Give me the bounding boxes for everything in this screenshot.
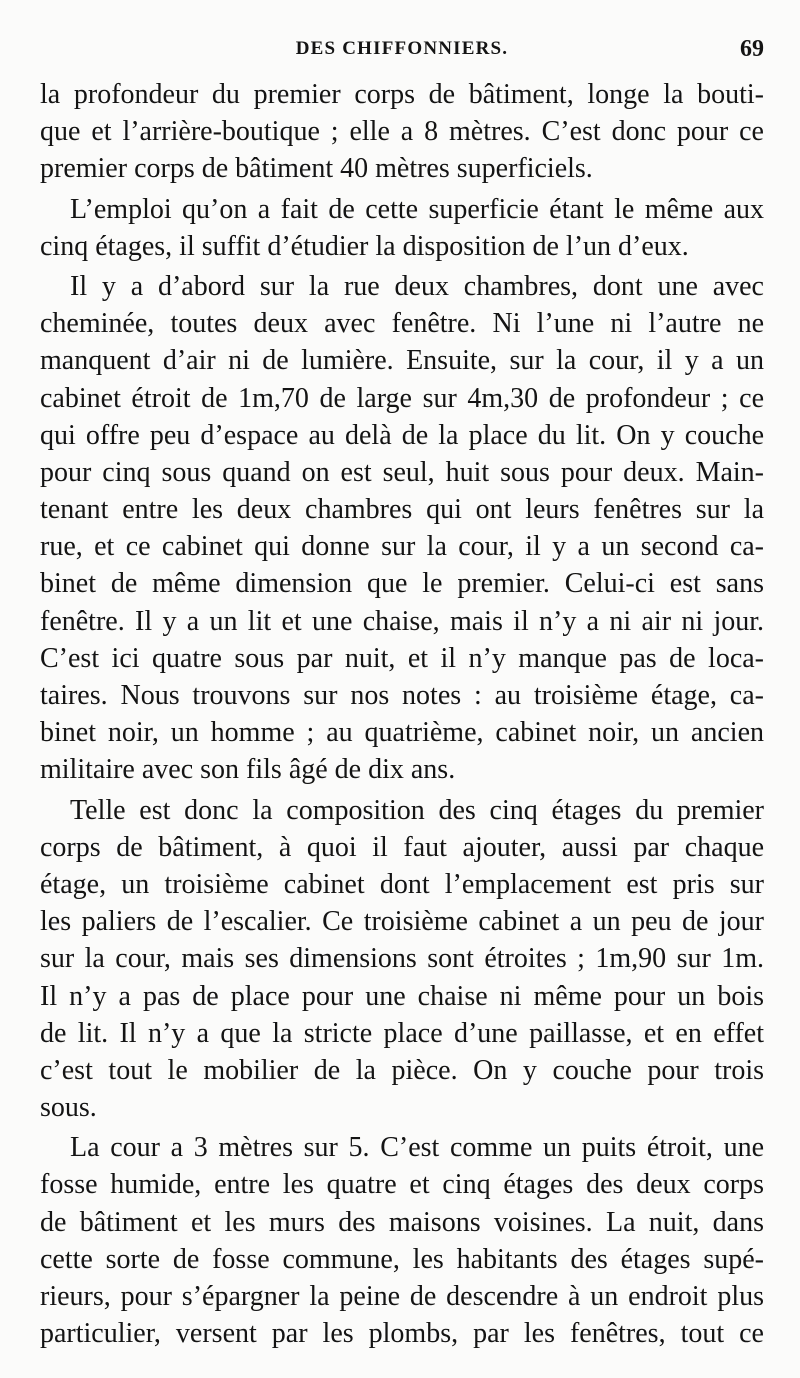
text-line: La cour a 3 mètres sur 5. C’est comme un puits étroit, une (70, 1132, 764, 1164)
text-line: Telle est donc la composition des cinq étages du premier (70, 794, 764, 826)
body-text (40, 76, 764, 1352)
text-line: tenant entre les deux chambres qui ont leurs fenêtres sur la (40, 494, 764, 526)
text-line: militaire avec son fils âgé de dix ans. (40, 754, 456, 786)
text-line: pour cinq sous quand on est seul, huit sous pour deux. Main- (40, 456, 764, 488)
text-line: fenêtre. Il y a un lit et une chaise, mais il n’y a ni air ni jour. (40, 605, 764, 637)
text-line: la profondeur du premier corps de bâtiment, longe la bouti- (40, 79, 764, 110)
text-line: cette sorte de fosse commune, les habitants des étages supé- (40, 1243, 764, 1275)
text-line: cabinet étroit de 1m,70 de large sur 4m,30 de profondeur ; ce (40, 382, 764, 414)
text-line: fosse humide, entre les quatre et cinq étages des deux corps (40, 1169, 764, 1201)
text-line: que et l’arrière-boutique ; elle a 8 mètres. C’est donc pour ce (40, 116, 764, 148)
text-line: étage, un troisième cabinet dont l’emplacement est pris sur (40, 868, 764, 900)
text-line: c’est tout le mobilier de la pièce. On y couche pour trois (40, 1054, 764, 1086)
text-line: de bâtiment et les murs des maisons voisines. La nuit, dans (40, 1206, 764, 1238)
text-line: de lit. Il n’y a que la stricte place d’une paillasse, et en effet (40, 1017, 764, 1049)
text-line: sur la cour, mais ses dimensions sont étroites ; 1m,90 sur 1m. (40, 943, 764, 975)
text-line: binet de même dimension que le premier. Celui-ci est sans (40, 568, 764, 600)
running-title: DES CHIFFONNIERS. (295, 38, 509, 59)
text-line: Il n’y a pas de place pour une chaise ni même pour un bois (40, 980, 764, 1012)
page-number: 69 (740, 36, 764, 62)
text-line: C’est ici quatre sous par nuit, et il n’y manque pas de loca- (40, 642, 764, 674)
text-line: rieurs, pour s’épargner la peine de descendre à un endroit plus (40, 1281, 764, 1312)
text-line: rue, et ce cabinet qui donne sur la cour, il y a un second ca- (40, 531, 764, 563)
text-line: binet noir, un homme ; au quatrième, cabinet noir, un ancien (40, 717, 764, 749)
text-line: Il y a d’abord sur la rue deux chambres, dont une avec (70, 270, 764, 302)
text-line: taires. Nous trouvons sur nos notes : au troisième étage, ca- (40, 680, 764, 711)
text-line: L’emploi qu’on a fait de cette superficie étant le même aux (70, 193, 764, 225)
text-line: cheminée, toutes deux avec fenêtre. Ni l’une ni l’autre ne (40, 308, 764, 340)
text-line: sous. (40, 1092, 97, 1124)
running-head (40, 36, 764, 66)
text-line: particulier, versent par les plombs, par les fenêtres, tout ce (40, 1318, 764, 1350)
text-line: corps de bâtiment, à quoi il faut ajouter, aussi par chaque (40, 831, 764, 863)
text-line: premier corps de bâtiment 40 mètres superficiels. (40, 153, 593, 185)
text-line: qui offre peu d’espace au delà de la place du lit. On y couche (40, 419, 764, 451)
text-line: manquent d’air ni de lumière. Ensuite, sur la cour, il y a un (40, 345, 764, 377)
text-line: cinq étages, il suffit d’étudier la disposition de l’un d’eux. (40, 230, 689, 262)
text-line: les paliers de l’escalier. Ce troisième cabinet a un peu de jour (40, 906, 764, 938)
